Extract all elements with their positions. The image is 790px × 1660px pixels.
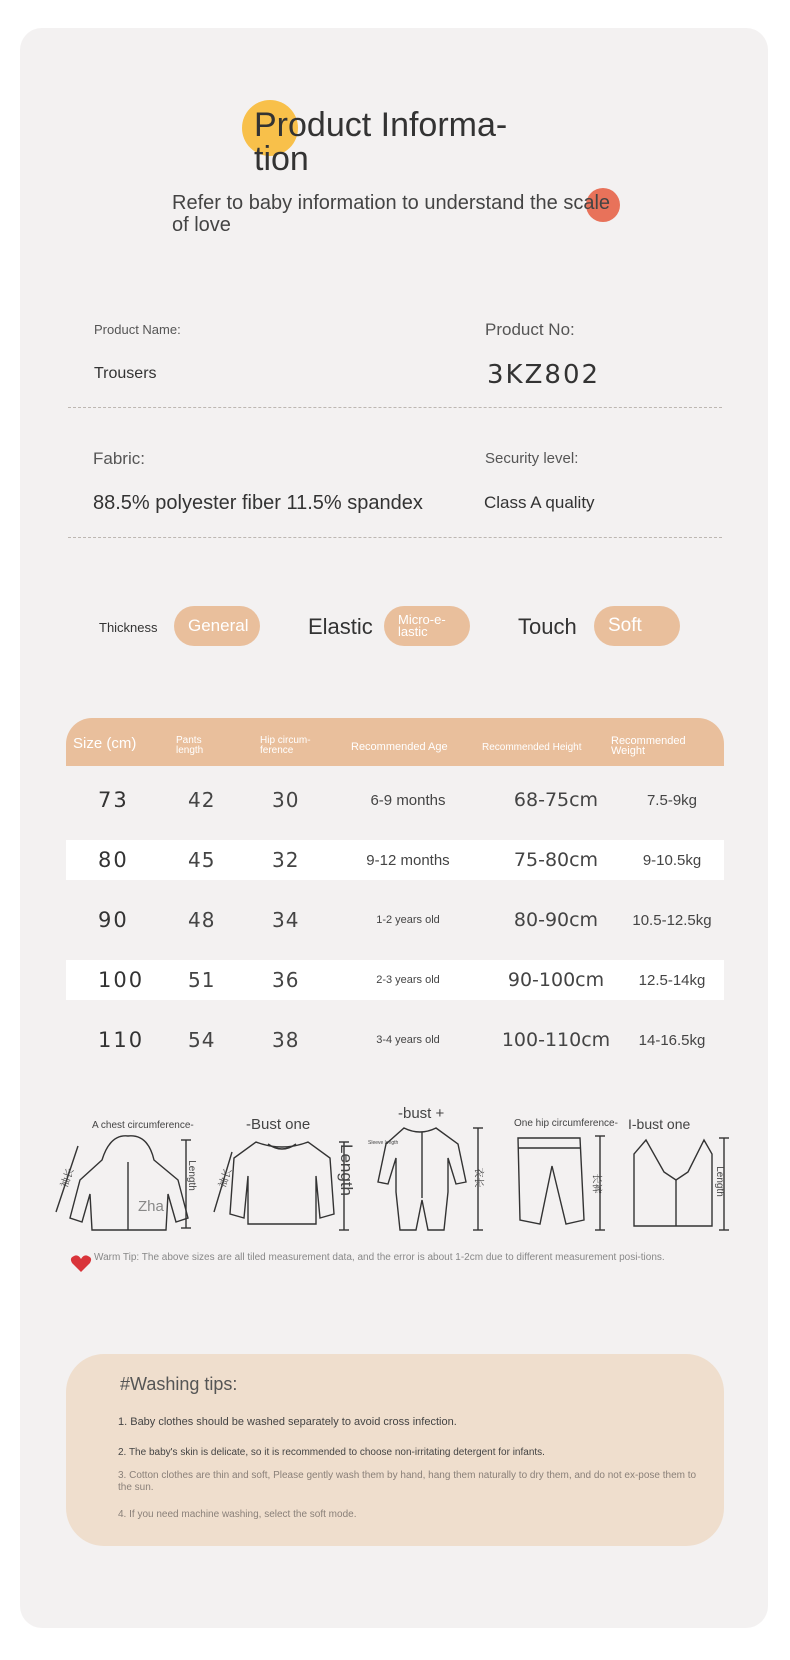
cell-height: 75-80cm [513, 849, 599, 871]
product-no-value: 3KZ802 [487, 360, 601, 390]
table-row [66, 900, 724, 940]
cell-age: 3-4 years old [376, 1034, 440, 1046]
cell-age: 6-9 months [370, 791, 446, 809]
cell-size: 100 [98, 968, 145, 992]
vest-length-label: Length [713, 1166, 725, 1197]
cell-age: 9-12 months [366, 851, 450, 869]
cell-weight: 7.5-9kg [646, 791, 698, 809]
cell-pants: 45 [188, 848, 216, 872]
cell-weight: 9-10.5kg [642, 851, 702, 869]
cell-pants: 54 [188, 1028, 216, 1052]
page-title: Product Informa-tion [254, 106, 508, 178]
table-row [66, 960, 724, 1000]
fabric-label: Fabric: [93, 449, 145, 468]
washing-tip-item: 4. If you need machine washing, select the soft mode. [118, 1509, 357, 1520]
sweater-icon [212, 1136, 352, 1232]
sweater-length-label: Length [337, 1144, 356, 1196]
table-row [66, 780, 724, 820]
touch-label: Touch [518, 614, 577, 639]
product-name-value: Trousers [94, 365, 157, 382]
sweater-sleeve-label: 袖长 [217, 1166, 235, 1190]
table-row [66, 840, 724, 880]
cell-height: 68-75cm [513, 789, 599, 811]
cell-height: 80-90cm [513, 909, 599, 931]
hooded-jacket-icon [50, 1132, 200, 1232]
sweater-measure-label: -Bust one [246, 1116, 311, 1133]
cell-hip: 38 [272, 1028, 300, 1052]
table-row [66, 1020, 724, 1060]
vest-measure-label: I-bust one [628, 1116, 691, 1132]
product-name-label: Product Name: [94, 322, 181, 337]
divider [68, 537, 722, 538]
header-pants-length: Pants length [176, 735, 204, 756]
cell-hip: 36 [272, 968, 300, 992]
washing-tip-item: 3. Cotton clothes are thin and soft, Please gently wash them by hand, hang them naturally to dry them, and do not ex-pose them to the sun. [118, 1470, 697, 1493]
jacket-length-label: Length [185, 1160, 197, 1191]
thickness-badge: General [174, 606, 260, 646]
cell-size: 80 [98, 848, 129, 872]
cell-pants: 42 [188, 788, 216, 812]
header-age: Recommended Age [351, 741, 448, 753]
cell-height: 100-110cm [501, 1029, 611, 1051]
romper-sleeve-label: Sleeve length [368, 1140, 399, 1146]
jacket-mark: Zha [138, 1198, 164, 1215]
size-table-header [66, 718, 724, 766]
heart-icon [70, 1254, 92, 1274]
cell-size: 110 [98, 1028, 145, 1052]
product-no-label: Product No: [485, 320, 575, 339]
cell-hip: 32 [272, 848, 300, 872]
cell-pants: 48 [188, 908, 216, 932]
elastic-badge: Micro-e-lastic [384, 606, 470, 646]
warm-tip-text: Warm Tip: The above sizes are all tiled measurement data, and the error is about 1-2cm due to different measurement posi-tions. [94, 1252, 665, 1263]
header-size: Size (cm) [73, 735, 137, 752]
thickness-label: Thickness [99, 620, 158, 635]
cell-weight: 14-16.5kg [638, 1031, 706, 1049]
cell-age: 1-2 years old [376, 914, 440, 926]
elastic-label: Elastic [308, 614, 373, 639]
pants-length-label: 长裤 [590, 1173, 602, 1194]
touch-badge: Soft [594, 606, 680, 646]
cell-age: 2-3 years old [376, 974, 440, 986]
header-weight: Recommended Weight [611, 735, 686, 757]
cell-hip: 30 [272, 788, 300, 812]
header-hip: Hip circum-ference [260, 735, 311, 756]
cell-height: 90-100cm [507, 969, 605, 991]
romper-measure-label: -bust + [398, 1105, 445, 1122]
jacket-sleeve-label: 袖长 [59, 1166, 77, 1190]
security-label: Security level: [485, 450, 579, 467]
page-subtitle: Refer to baby information to understand the scale of love [172, 192, 611, 236]
romper-length-label: 衣长 [472, 1167, 484, 1188]
washing-tips-title: #Washing tips: [120, 1374, 238, 1394]
cell-weight: 12.5-14kg [638, 971, 706, 989]
cell-pants: 51 [188, 968, 216, 992]
jacket-measure-label: A chest circumference- [92, 1120, 194, 1131]
pants-measure-label: One hip circumference- [514, 1118, 618, 1129]
header-height: Recommended Height [482, 742, 582, 753]
cell-size: 73 [98, 788, 129, 812]
security-value: Class A quality [484, 493, 595, 512]
cell-size: 90 [98, 908, 129, 932]
cell-hip: 34 [272, 908, 300, 932]
washing-tip-item: 1. Baby clothes should be washed separately to avoid cross infection. [118, 1416, 457, 1428]
fabric-value: 88.5% polyester fiber 11.5% spandex [93, 492, 423, 514]
cell-weight: 10.5-12.5kg [632, 911, 712, 929]
divider [68, 407, 722, 408]
washing-tip-item: 2. The baby's skin is delicate, so it is recommended to choose non-irritating detergent for infants. [118, 1447, 545, 1458]
